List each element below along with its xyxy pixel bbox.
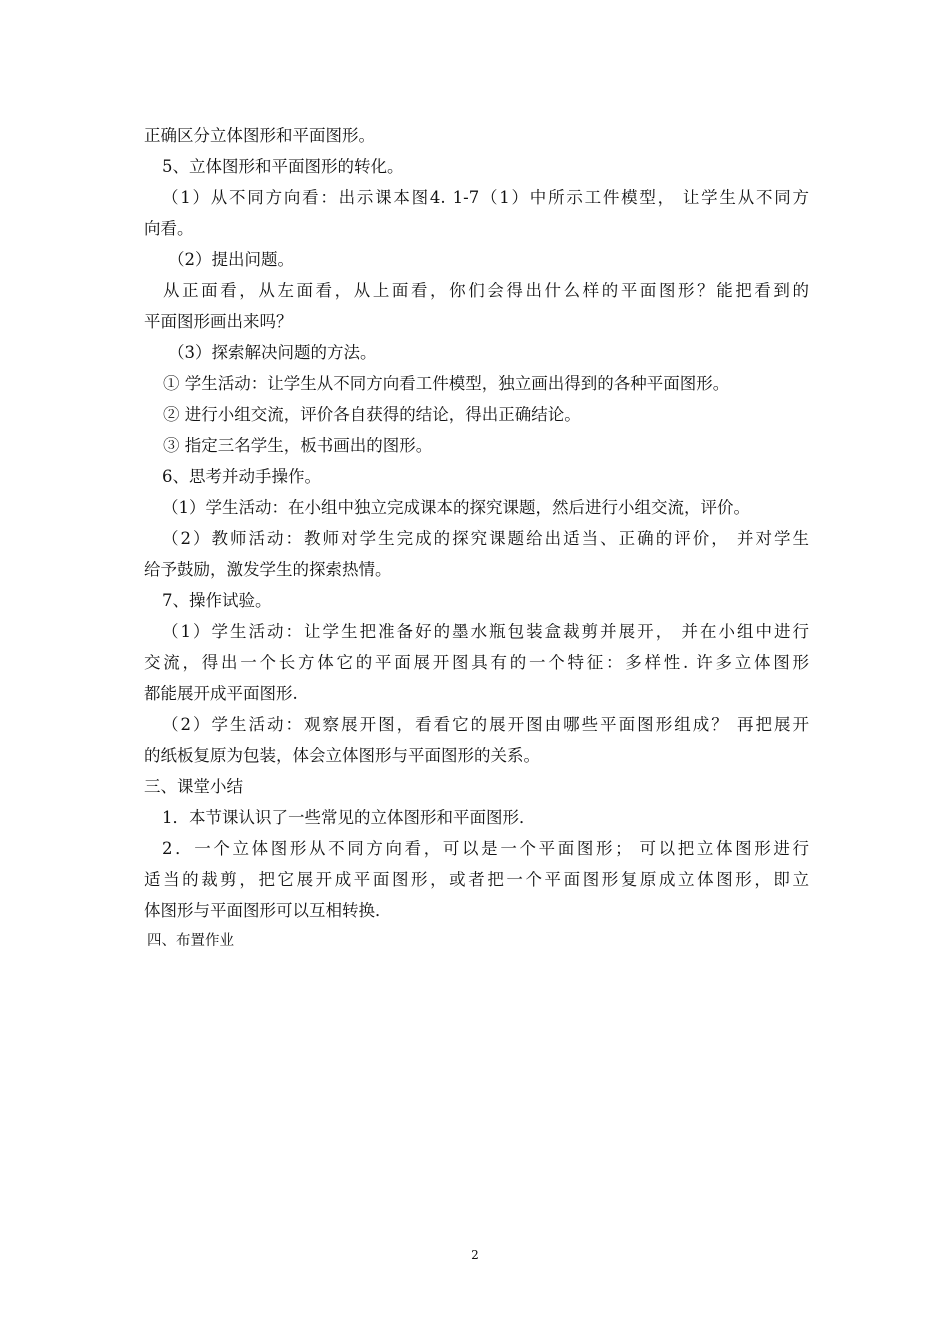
subheading: （3）探索解决问题的方法。 (168, 343, 377, 362)
list-item: ② 进行小组交流，评价各自获得的结论，得出正确结论。 (163, 405, 581, 424)
paragraph-line: （1）学生活动：在小组中独立完成课本的探究课题，然后进行小组交流，评价。 (162, 498, 750, 517)
section-heading: 7、操作试验。 (162, 591, 272, 610)
paragraph-line: 都能展开成平面图形. (144, 684, 298, 703)
paragraph-line: （2）学生活动：观察展开图，看看它的展开图由哪些平面图形组成？ 再把展开 (162, 715, 809, 734)
summary-item: 1．本节课认识了一些常见的立体图形和平面图形． (162, 808, 536, 827)
page-number: 2 (471, 1248, 479, 1262)
summary-item: 2．一个立体图形从不同方向看，可以是一个平面图形； 可以把立体图形进行 (162, 839, 809, 858)
paragraph-line: （1）从不同方向看：出示课本图4. 1-7（1）中所示工件模型， 让学生从不同方 (162, 188, 809, 207)
paragraph-line: （2）教师活动：教师对学生完成的探究课题给出适当、正确的评价， 并对学生 (162, 529, 809, 548)
section-heading: 四、布置作业 (147, 933, 234, 949)
paragraph-line: 交流，得出一个长方体它的平面展开图具有的一个特征：多样性. 许多立体图形 (144, 653, 809, 672)
section-heading: 三、课堂小结 (144, 777, 243, 796)
paragraph-line: 正确区分立体图形和平面图形。 (144, 126, 375, 145)
paragraph-line: 给予鼓励，激发学生的探索热情。 (144, 560, 392, 579)
section-heading: 5、立体图形和平面图形的转化。 (162, 157, 404, 176)
paragraph-line: 的纸板复原为包装，体会立体图形与平面图形的关系。 (144, 746, 540, 765)
section-heading: 6、思考并动手操作。 (162, 467, 321, 486)
paragraph-line: 体图形与平面图形可以互相转换． (144, 901, 392, 920)
document-body (144, 120, 809, 957)
paragraph-line: （1）学生活动：让学生把准备好的墨水瓶包装盒裁剪并展开， 并在小组中进行 (162, 622, 809, 641)
list-item: ① 学生活动：让学生从不同方向看工件模型，独立画出得到的各种平面图形。 (163, 374, 730, 393)
list-item: ③ 指定三名学生，板书画出的图形。 (163, 436, 433, 455)
paragraph-line: 平面图形画出来吗？ (144, 312, 293, 331)
paragraph-line: 向看。 (144, 219, 194, 238)
paragraph-line: 从正面看，从左面看，从上面看，你们会得出什么样的平面图形？能把看到的 (163, 281, 809, 300)
paragraph-line: 适当的裁剪，把它展开成平面图形，或者把一个平面图形复原成立体图形，即立 (144, 870, 809, 889)
subheading: （2）提出问题。 (168, 250, 294, 269)
